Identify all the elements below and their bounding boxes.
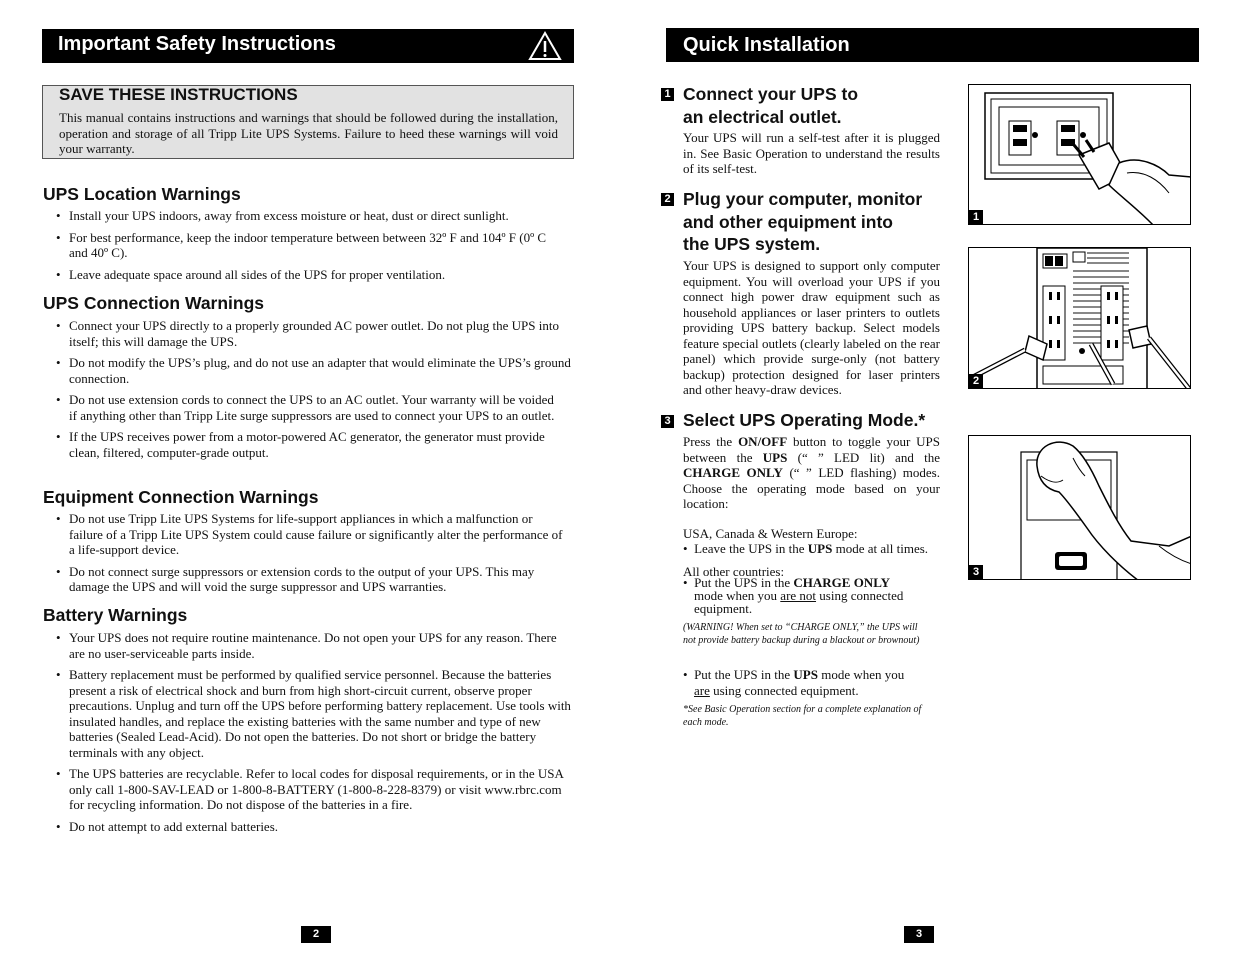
region-usa-item: • Leave the UPS in the UPS mode at all times. <box>683 541 929 556</box>
step-2-number: 2 <box>661 193 674 206</box>
step-2-title: Plug your computer, monitor and other equipment into the UPS system. <box>683 189 923 254</box>
equipment-warnings-heading: Equipment Connection Warnings <box>43 487 319 507</box>
list-item: • Do not connect surge suppressors or extension cords to the output of your UPS. This may damage the UPS and will void the surge suppressor and UPS warranties. <box>43 564 563 595</box>
list-item: • For best performance, keep the indoor temperature between between 32º F and 104º F (0º C and 40º C). <box>43 230 563 261</box>
region-usa-label: USA, Canada & Western Europe: <box>683 526 858 541</box>
region-other-item: • Put the UPS in the CHARGE ONLY mode when you are not using connected equipment. <box>683 575 904 616</box>
safety-header-title: Important Safety Instructions <box>58 33 336 55</box>
installation-header-title: Quick Installation <box>683 34 850 56</box>
battery-warnings-heading: Battery Warnings <box>43 605 188 625</box>
list-item: • Do not use Tripp Lite UPS Systems for life-support appliances in which a malfunction or failure of a Tripp Lite UPS System could cause failure or significantly alter the performance of a life-support device. <box>43 511 563 558</box>
figure-2-ups-rear-panel <box>968 247 1191 389</box>
figure-1-wall-outlet <box>968 84 1191 225</box>
list-item: • Install your UPS indoors, away from excess moisture or heat, dust or direct sunlight. <box>43 208 563 224</box>
battery-warnings-list <box>43 630 573 840</box>
step-1-number: 1 <box>661 88 674 101</box>
location-warnings-list <box>43 208 563 288</box>
location-warnings-heading: UPS Location Warnings <box>43 184 241 204</box>
connection-warnings-heading: UPS Connection Warnings <box>43 293 265 313</box>
list-item: • Leave adequate space around all sides of the UPS for proper ventilation. <box>43 267 563 283</box>
list-item: • The UPS batteries are recyclable. Refer to local codes for disposal requirements, or in the USA only call 1-800-SAV-LEAD or 1-800-8-BATTERY (1-800-8-228-8379) or visit www.rbrc.com for recycling information. Do not dispose of the batteries in a fire. <box>43 766 573 813</box>
list-item: • Do not attempt to add external batteries. <box>43 819 573 835</box>
save-instructions-box <box>42 85 574 159</box>
step-3-number: 3 <box>661 415 674 428</box>
list-item: • Your UPS does not require routine maintenance. Do not open your UPS for any reason. There are no user-serviceable parts inside. <box>43 630 573 661</box>
charge-only-warning: (WARNING! When set to “CHARGE ONLY,” the UPS will not provide battery backup during a blackout or brownout) <box>683 622 920 646</box>
step-2-text: Your UPS is designed to support only computer equipment. You will overload your UPS if you connect high power draw equipment such as household appliances or laser printers to outlets providing UPS battery backup. Select models feature special outlets (clearly labeled on the rear panel) which provide surge-only (not battery backup) protection designed for laser printers and other heavy-draw devices. <box>683 258 940 397</box>
list-item: • Do not modify the UPS’s plug, and do not use an adapter that would eliminate the UPS’s ground connection. <box>43 355 578 386</box>
region-other-label: All other countries: <box>683 564 785 579</box>
step-3-intro: Press the ON/OFF button to toggle your UPS between the UPS (“ ” LED lit) and the CHARGE ONLY (“ ” LED flashing) modes. Choose the operating mode based on your location: <box>683 434 940 511</box>
step-1-text: Your UPS will run a self-test after it is plugged in. See Basic Operation to understand the results of its self-test. <box>683 130 940 176</box>
step-3-title: Select UPS Operating Mode.* <box>683 410 926 430</box>
figure-1-label: 1 <box>969 210 983 224</box>
list-item: • Battery replacement must be performed by qualified service personnel. Because the batteries present a risk of electrical shock and burn from high short-circuit current, observe proper precautions. Unplug and turn off the UPS before performing battery replacement. Use tools with insulated handles, and replace the existing batteries with the same number and type of new batteries (Sealed Lead-Acid). Do not open the batteries. Do not short or bridge the battery terminals with any object. <box>43 667 573 760</box>
installation-header-bar <box>666 28 1199 62</box>
save-instructions-text: This manual contains instructions and warnings that should be followed during the installation, operation and storage of all Tripp Lite UPS Systems. Failure to heed these warnings will void your warranty. <box>59 110 558 156</box>
list-item: • If the UPS receives power from a motor-powered AC generator, the generator must provide clean, filtered, computer-grade output. <box>43 429 578 460</box>
list-item: • Do not use extension cords to connect the UPS to an AC outlet. Your warranty will be voided if anything other than Tripp Lite surge suppressors are used to connect your UPS to an outlet. <box>43 392 578 423</box>
equipment-warnings-list <box>43 511 563 601</box>
ups-mode-item: • Put the UPS in the UPS mode when you are using connected equipment. <box>683 667 905 698</box>
list-item: • Connect your UPS directly to a properly grounded AC power outlet. Do not plug the UPS into itself; this will damage the UPS. <box>43 318 578 349</box>
figure-3-press-onoff-button <box>968 435 1191 580</box>
basic-operation-footnote: *See Basic Operation section for a complete explanation of each mode. <box>683 704 922 728</box>
safety-header-bar <box>42 29 574 63</box>
page-number-right: 3 <box>904 926 934 943</box>
figure-3-label: 3 <box>969 565 983 579</box>
step-1-title: Connect your UPS to an electrical outlet. <box>683 84 859 127</box>
connection-warnings-list <box>43 318 578 466</box>
warning-icon <box>528 31 562 61</box>
figure-2-label: 2 <box>969 374 983 388</box>
page-number-left: 2 <box>301 926 331 943</box>
save-instructions-title: SAVE THESE INSTRUCTIONS <box>59 85 298 104</box>
